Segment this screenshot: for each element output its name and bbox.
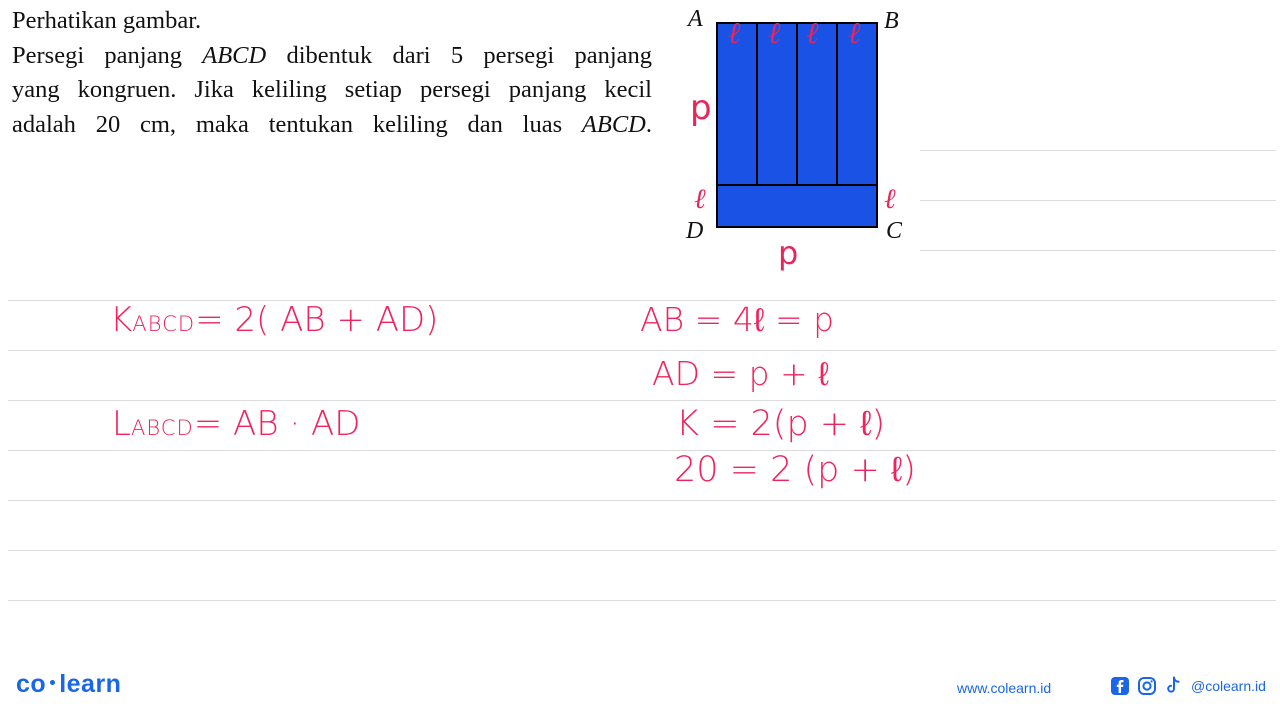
ab-equation: AB = 4ℓ = p [640, 300, 835, 339]
problem-text-part: Persegi panjang [12, 41, 182, 69]
area-formula [112, 404, 360, 444]
rule-line [920, 150, 1276, 151]
logo-text: co [16, 670, 47, 698]
rect-name: ABCD [581, 110, 646, 138]
k-equation: K = 2(p + ℓ) [676, 404, 886, 444]
facebook-icon[interactable] [1110, 676, 1130, 696]
rule-line [8, 600, 1276, 601]
area-subscript: ABCD [130, 415, 194, 440]
rect-name: ABCD [202, 41, 267, 69]
rule-line [8, 550, 1276, 551]
corner-c: C [886, 218, 903, 244]
left-short-label: ℓ [694, 182, 706, 215]
rule-line [8, 400, 1276, 401]
problem-line-4 [12, 108, 652, 143]
social-links [1110, 676, 1266, 696]
problem-text [12, 4, 652, 142]
perimeter-formula [110, 300, 438, 340]
right-short-label: ℓ [884, 182, 896, 215]
rule-line [8, 450, 1276, 451]
top-label: ℓ [728, 16, 741, 51]
problem-text-part: . [645, 110, 652, 138]
left-long-label: p [690, 88, 712, 128]
logo-text: learn [59, 670, 122, 698]
colearn-logo[interactable] [16, 670, 121, 699]
area-symbol: L [112, 404, 131, 444]
instagram-icon[interactable] [1137, 676, 1157, 696]
rule-line [8, 350, 1276, 351]
corner-d: D [686, 218, 704, 244]
bottom-label: p [778, 234, 799, 272]
perimeter-subscript: ABCD [132, 311, 196, 336]
top-label: ℓ [848, 16, 861, 51]
rule-line [920, 200, 1276, 201]
problem-text-part: adalah 20 cm, maka tentukan keliling dan luas [12, 110, 563, 138]
rule-line [8, 500, 1276, 501]
footer [0, 666, 1280, 706]
tiktok-icon[interactable] [1164, 676, 1182, 696]
rectangle-figure [716, 22, 878, 228]
social-handle[interactable]: @colearn.id [1191, 678, 1266, 694]
rule-line [920, 250, 1276, 251]
twenty-equation: 20 = 2 (p + ℓ) [674, 450, 916, 490]
problem-line-1: Perhatikan gambar. [12, 7, 202, 34]
area-rhs: = AB · AD [193, 404, 361, 444]
problem-text-part: dibentuk dari 5 persegi panjang [286, 41, 652, 69]
ad-equation: AD = p + ℓ [652, 354, 829, 393]
website-link[interactable]: www.colearn.id [957, 680, 1052, 696]
top-label: ℓ [806, 16, 819, 51]
perimeter-rhs: = 2( AB + AD) [195, 300, 439, 340]
logo-dot [50, 680, 55, 685]
problem-line-2 [12, 39, 652, 74]
perimeter-symbol: K [110, 300, 133, 340]
corner-a: A [688, 6, 703, 32]
problem-line-3: yang kongruen. Jika keliling setiap persegi panjang kecil [12, 76, 652, 103]
corner-b: B [884, 8, 899, 34]
top-label: ℓ [768, 16, 781, 51]
